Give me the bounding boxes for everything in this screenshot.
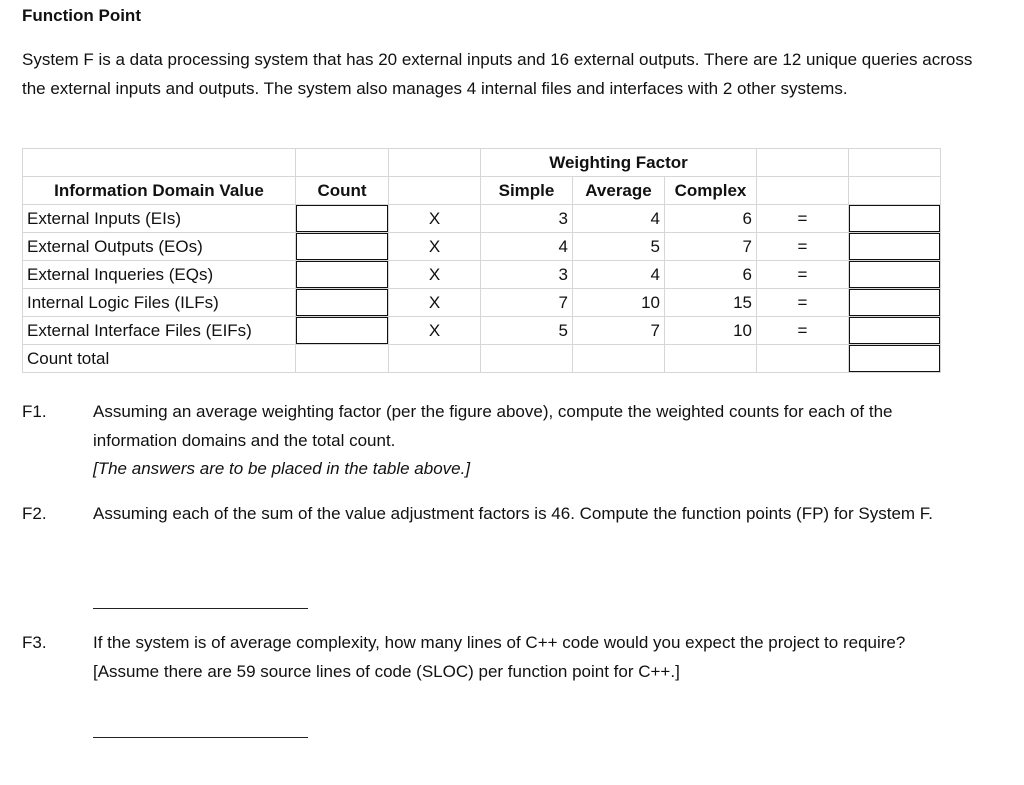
times-sign: X: [389, 205, 481, 233]
simple-weight: 3: [481, 261, 573, 289]
question-number: F3.: [22, 633, 47, 652]
table-row: [23, 289, 941, 317]
count-input-box[interactable]: [296, 233, 389, 261]
count-column-header: Count: [296, 177, 389, 205]
simple-weight: 7: [481, 289, 573, 317]
average-weight: 4: [573, 205, 665, 233]
table-row: [23, 233, 941, 261]
count-total-box[interactable]: [849, 345, 941, 373]
domain-label: Internal Logic Files (ILFs): [23, 289, 296, 317]
equals-sign: =: [757, 233, 849, 261]
domain-label: External Interface Files (EIFs): [23, 317, 296, 345]
count-input-box[interactable]: [296, 317, 389, 345]
intro-paragraph: System F is a data processing system that has 20 external inputs and 16 external outputs. There are 12 unique queries across the external inputs and outputs. The system also manages 4 internal files and interfaces with 2 other systems.: [22, 50, 973, 98]
question-text: Assuming each of the sum of the value adjustment factors is 46. Compute the function points (FP) for System F.: [93, 504, 934, 523]
times-sign: X: [389, 261, 481, 289]
complex-weight: 10: [665, 317, 757, 345]
count-input-box[interactable]: [296, 261, 389, 289]
times-sign: X: [389, 317, 481, 345]
page-title: Function Point: [22, 6, 141, 25]
domain-column-header: Information Domain Value: [23, 177, 296, 205]
table-header-row-2: [23, 177, 941, 205]
average-weight: 10: [573, 289, 665, 317]
simple-weight: 5: [481, 317, 573, 345]
weighted-count-box[interactable]: [849, 289, 941, 317]
count-total-row: [23, 345, 941, 373]
complex-weight: 7: [665, 233, 757, 261]
answer-line-f3[interactable]: [93, 737, 308, 738]
count-total-label: Count total: [23, 345, 296, 373]
average-weight: 4: [573, 261, 665, 289]
weighted-count-box[interactable]: [849, 261, 941, 289]
domain-label: External Outputs (EOs): [23, 233, 296, 261]
table-row: [23, 205, 941, 233]
times-sign: X: [389, 233, 481, 261]
equals-sign: =: [757, 289, 849, 317]
question-text: Assuming an average weighting factor (per the figure above), compute the weighted counts for each of the information domains and the total count.: [93, 402, 893, 450]
question-number: F1.: [22, 402, 47, 421]
average-column-header: Average: [573, 177, 665, 205]
question-text: If the system is of average complexity, how many lines of C++ code would you expect the project to require? [Assume there are 59 source lines of code (SLOC) per function point for C++.]: [93, 633, 906, 681]
question-note: [The answers are to be placed in the table above.]: [93, 459, 471, 478]
simple-column-header: Simple: [481, 177, 573, 205]
complex-weight: 6: [665, 261, 757, 289]
equals-sign: =: [757, 261, 849, 289]
weighted-count-box[interactable]: [849, 205, 941, 233]
table-header-row-1: [23, 149, 941, 177]
function-point-table: [22, 148, 941, 373]
question-number: F2.: [22, 504, 47, 523]
average-weight: 7: [573, 317, 665, 345]
simple-weight: 3: [481, 205, 573, 233]
complex-column-header: Complex: [665, 177, 757, 205]
weighting-factor-header: Weighting Factor: [481, 149, 757, 177]
simple-weight: 4: [481, 233, 573, 261]
domain-label: External Inputs (EIs): [23, 205, 296, 233]
count-input-box[interactable]: [296, 289, 389, 317]
equals-sign: =: [757, 205, 849, 233]
table-row: [23, 261, 941, 289]
answer-line-f2[interactable]: [93, 608, 308, 609]
weighted-count-box[interactable]: [849, 317, 941, 345]
domain-label: External Inqueries (EQs): [23, 261, 296, 289]
times-sign: X: [389, 289, 481, 317]
complex-weight: 6: [665, 205, 757, 233]
average-weight: 5: [573, 233, 665, 261]
table-row: [23, 317, 941, 345]
equals-sign: =: [757, 317, 849, 345]
weighted-count-box[interactable]: [849, 233, 941, 261]
complex-weight: 15: [665, 289, 757, 317]
count-input-box[interactable]: [296, 205, 389, 233]
